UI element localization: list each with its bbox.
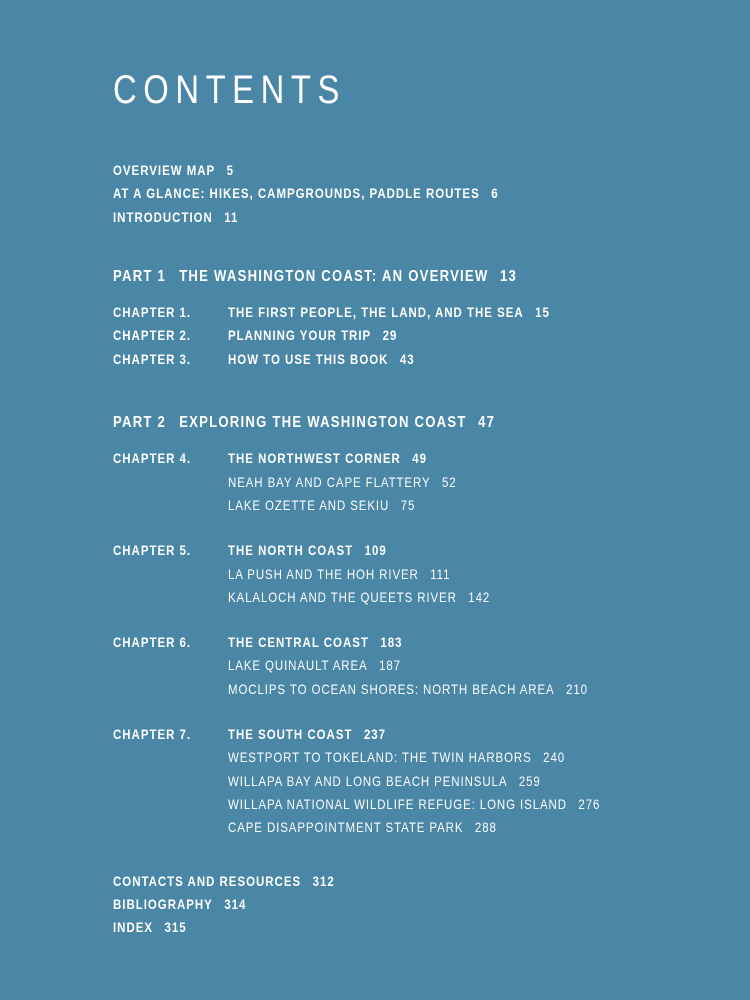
chapter-label-cell [113,324,228,347]
section-row [113,563,720,586]
entry-label: INTRODUCTION [113,208,213,225]
section-row [113,678,720,701]
toc-entry-index [113,916,720,939]
back-matter-list [113,870,720,940]
chapter-page-number: 49 [412,450,427,467]
entry-label: CONTACTS AND RESOURCES [113,872,302,889]
section-row [113,654,720,677]
chapter-label-cell [113,746,228,769]
section-row [113,471,720,494]
section-title: LA PUSH AND THE HOH RIVER [228,565,419,582]
chapter-page-number: 29 [382,327,398,344]
chapter-label-cell [113,563,228,586]
part-2-heading [113,411,720,434]
chapter-label: CHAPTER 1. [113,304,192,321]
part-2-chapter-list [113,447,720,839]
chapter-6-row [113,631,720,654]
section-title: LAKE QUINAULT AREA [228,657,368,674]
section-page-number: 187 [379,657,401,674]
section-page-number: 142 [468,588,491,605]
section-title: WESTPORT TO TOKELAND: THE TWIN HARBORS [228,749,532,766]
section-title: CAPE DISAPPOINTMENT STATE PARK [228,819,464,836]
front-matter-list [113,159,720,229]
toc-entry-contacts-and-resources [113,870,720,893]
part-title: EXPLORING THE WASHINGTON COAST [179,414,467,432]
chapter-page-number: 109 [364,542,387,559]
page-title-text: CONTENTS [113,68,346,112]
chapter-label-cell [113,678,228,701]
chapter-page-number: 43 [399,350,415,367]
section-row [113,770,720,793]
chapter-label-cell [113,301,228,324]
chapter-title: PLANNING YOUR TRIP [228,327,372,344]
part-1-heading [113,265,720,288]
toc-entry-at-a-glance [113,182,720,205]
chapter-3-row [113,348,720,371]
chapter-label-cell [113,348,228,371]
part-page-number: 13 [500,267,518,285]
chapter-label-cell [113,631,228,654]
section-row [113,494,720,517]
section-title: WILLAPA NATIONAL WILDLIFE REFUGE: LONG ISLAND [228,795,567,812]
chapter-page-number: 183 [380,634,403,651]
section-page-number: 75 [400,496,416,513]
section-title: NEAH BAY AND CAPE FLATTERY [228,473,431,490]
chapter-title: THE NORTHWEST CORNER [228,450,401,467]
entry-label: OVERVIEW MAP [113,162,216,178]
chapter-7-group [113,723,720,839]
part-label: PART 2 [113,414,167,432]
section-page-number: 259 [518,772,541,789]
section-page-number: 111 [430,565,451,582]
part-1-chapter-list [113,301,720,371]
toc-entry-overview-map [113,159,720,182]
entry-label: AT A GLANCE: HIKES, CAMPGROUNDS, PADDLE ROUTES [113,185,480,202]
toc-entry-introduction [113,206,720,229]
entry-page-number: 312 [312,872,335,889]
chapter-label: CHAPTER 7. [113,726,192,743]
page-title [113,70,720,110]
chapter-title: HOW TO USE THIS BOOK [228,350,389,367]
part-page-number: 47 [478,414,496,432]
chapter-label-cell [113,723,228,746]
entry-label: BIBLIOGRAPHY [113,895,213,912]
chapter-label-cell [113,494,228,517]
chapter-5-group [113,539,720,609]
chapter-4-row [113,447,720,470]
section-title: WILLAPA BAY AND LONG BEACH PENINSULA [228,772,508,789]
chapter-1-row [113,301,720,324]
chapter-label-cell [113,471,228,494]
section-title: KALALOCH AND THE QUEETS RIVER [228,588,457,605]
section-title: LAKE OZETTE AND SEKIU [228,496,390,513]
chapter-label: CHAPTER 3. [113,350,192,367]
entry-page-number: 5 [226,162,235,178]
chapter-label-cell [113,816,228,839]
chapter-6-group [113,631,720,701]
chapter-label-cell [113,539,228,562]
entry-page-number: 6 [491,185,499,202]
entry-label: INDEX [113,919,154,936]
chapter-label-cell [113,447,228,470]
chapter-title: THE SOUTH COAST [228,726,353,743]
entry-page-number: 315 [164,919,187,936]
section-page-number: 288 [474,819,497,836]
chapter-7-row [113,723,720,746]
section-title: MOCLIPS TO OCEAN SHORES: NORTH BEACH AREA [228,680,555,697]
chapter-4-group [113,447,720,517]
chapter-page-number: 15 [535,304,550,321]
section-page-number: 210 [566,680,588,697]
chapter-label: CHAPTER 4. [113,450,192,467]
chapter-label-cell [113,793,228,816]
chapter-label: CHAPTER 2. [113,327,192,344]
section-row [113,793,720,816]
entry-page-number: 314 [224,895,247,912]
chapter-label-cell [113,586,228,609]
chapter-title: THE FIRST PEOPLE, THE LAND, AND THE SEA [228,304,524,321]
chapter-title: THE CENTRAL COAST [228,634,369,651]
chapter-title: THE NORTH COAST [228,542,354,559]
section-page-number: 52 [441,473,457,490]
chapter-2-row [113,324,720,347]
section-page-number: 240 [543,749,566,766]
section-row [113,746,720,769]
chapter-label-cell [113,770,228,793]
chapter-page-number: 237 [363,726,387,743]
section-page-number: 276 [578,795,601,812]
section-row [113,586,720,609]
entry-page-number: 11 [224,208,239,225]
part-label: PART 1 [113,267,167,285]
chapter-label: CHAPTER 6. [113,634,192,651]
chapter-label-cell [113,654,228,677]
part-title: THE WASHINGTON COAST: AN OVERVIEW [179,267,489,285]
section-row [113,816,720,839]
toc-entry-bibliography [113,893,720,916]
chapter-5-row [113,539,720,562]
chapter-label: CHAPTER 5. [113,542,192,559]
